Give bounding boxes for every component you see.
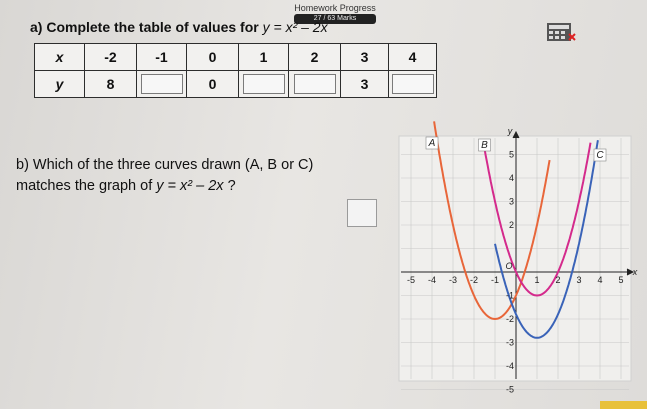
question-b-equation: y = x² – 2x [156,178,224,194]
table-row-y [35,71,437,98]
x-cell: -2 [85,44,137,71]
curve-label-b: B [481,140,488,151]
table-row-x [35,44,437,71]
x-cell: 2 [289,44,341,71]
x-cell: 0 [187,44,239,71]
x-tick-label: -1 [490,275,500,285]
y-tick-label: -3 [505,337,514,348]
y-axis-arrow [513,132,519,138]
y-tick-label: -2 [505,314,514,324]
graph-background [399,136,631,381]
x-tick-label: 3 [576,275,582,285]
origin-label: O [505,261,513,271]
y-answer-input[interactable] [392,74,434,94]
y-answer-cell[interactable] [289,71,341,98]
y-answer-input[interactable] [243,74,285,94]
y-tick-label: 2 [508,220,514,230]
y-cell: 8 [85,71,137,98]
curve-answer-input[interactable] [347,199,377,227]
calculator-icon[interactable] [546,22,576,42]
x-cell: 1 [239,44,289,71]
x-tick-label: -2 [469,275,479,285]
question-b [16,155,313,197]
x-tick-label: -5 [406,275,416,285]
y-answer-input[interactable] [294,74,336,94]
x-cell: 4 [389,44,437,71]
y-tick-label: -5 [505,384,514,395]
x-cell: 3 [341,44,389,71]
x-tick-label: 2 [555,275,561,285]
question-b-mark: ? [227,178,236,194]
question-a-equation: y = x² – 2x [262,19,328,35]
values-table [34,43,437,98]
y-tick-label: 3 [508,196,514,207]
x-tick-label: 1 [534,275,540,285]
question-b-line1: b) Which of the three curves drawn (A, B or C) [16,157,314,173]
y-answer-cell[interactable] [389,71,437,98]
curve-label-c: C [596,150,604,161]
curves-graph [399,124,639,395]
x-axis-label: x [632,267,638,277]
question-a-prompt: a) Complete the table of values for [30,19,259,35]
x-tick-label: 4 [597,275,603,285]
y-cell: 0 [187,71,239,98]
y-cell: 3 [341,71,389,98]
y-tick-label: 5 [508,149,514,160]
question-b-line2 [16,176,313,197]
y-tick-label: -4 [505,361,514,371]
y-answer-input[interactable] [141,74,183,94]
y-tick-label: 4 [508,173,514,183]
x-tick-label: -3 [448,275,458,285]
y-answer-cell[interactable] [137,71,187,98]
x-header: x [35,44,85,71]
x-cell: -1 [137,44,187,71]
x-tick-label: 5 [618,275,624,285]
y-tick-label: -1 [505,290,514,301]
question-b-text: matches the graph of [16,178,153,194]
progress-value: 27 / 63 Marks [294,14,376,24]
question-a [30,19,328,35]
x-tick-label: -4 [427,275,437,285]
y-axis-label: y [507,126,513,136]
curve-label-a: A [428,138,436,149]
y-answer-cell[interactable] [239,71,289,98]
progress-title: Homework Progress [294,3,376,13]
status-bar-highlight [600,401,647,409]
y-header: y [35,71,85,98]
